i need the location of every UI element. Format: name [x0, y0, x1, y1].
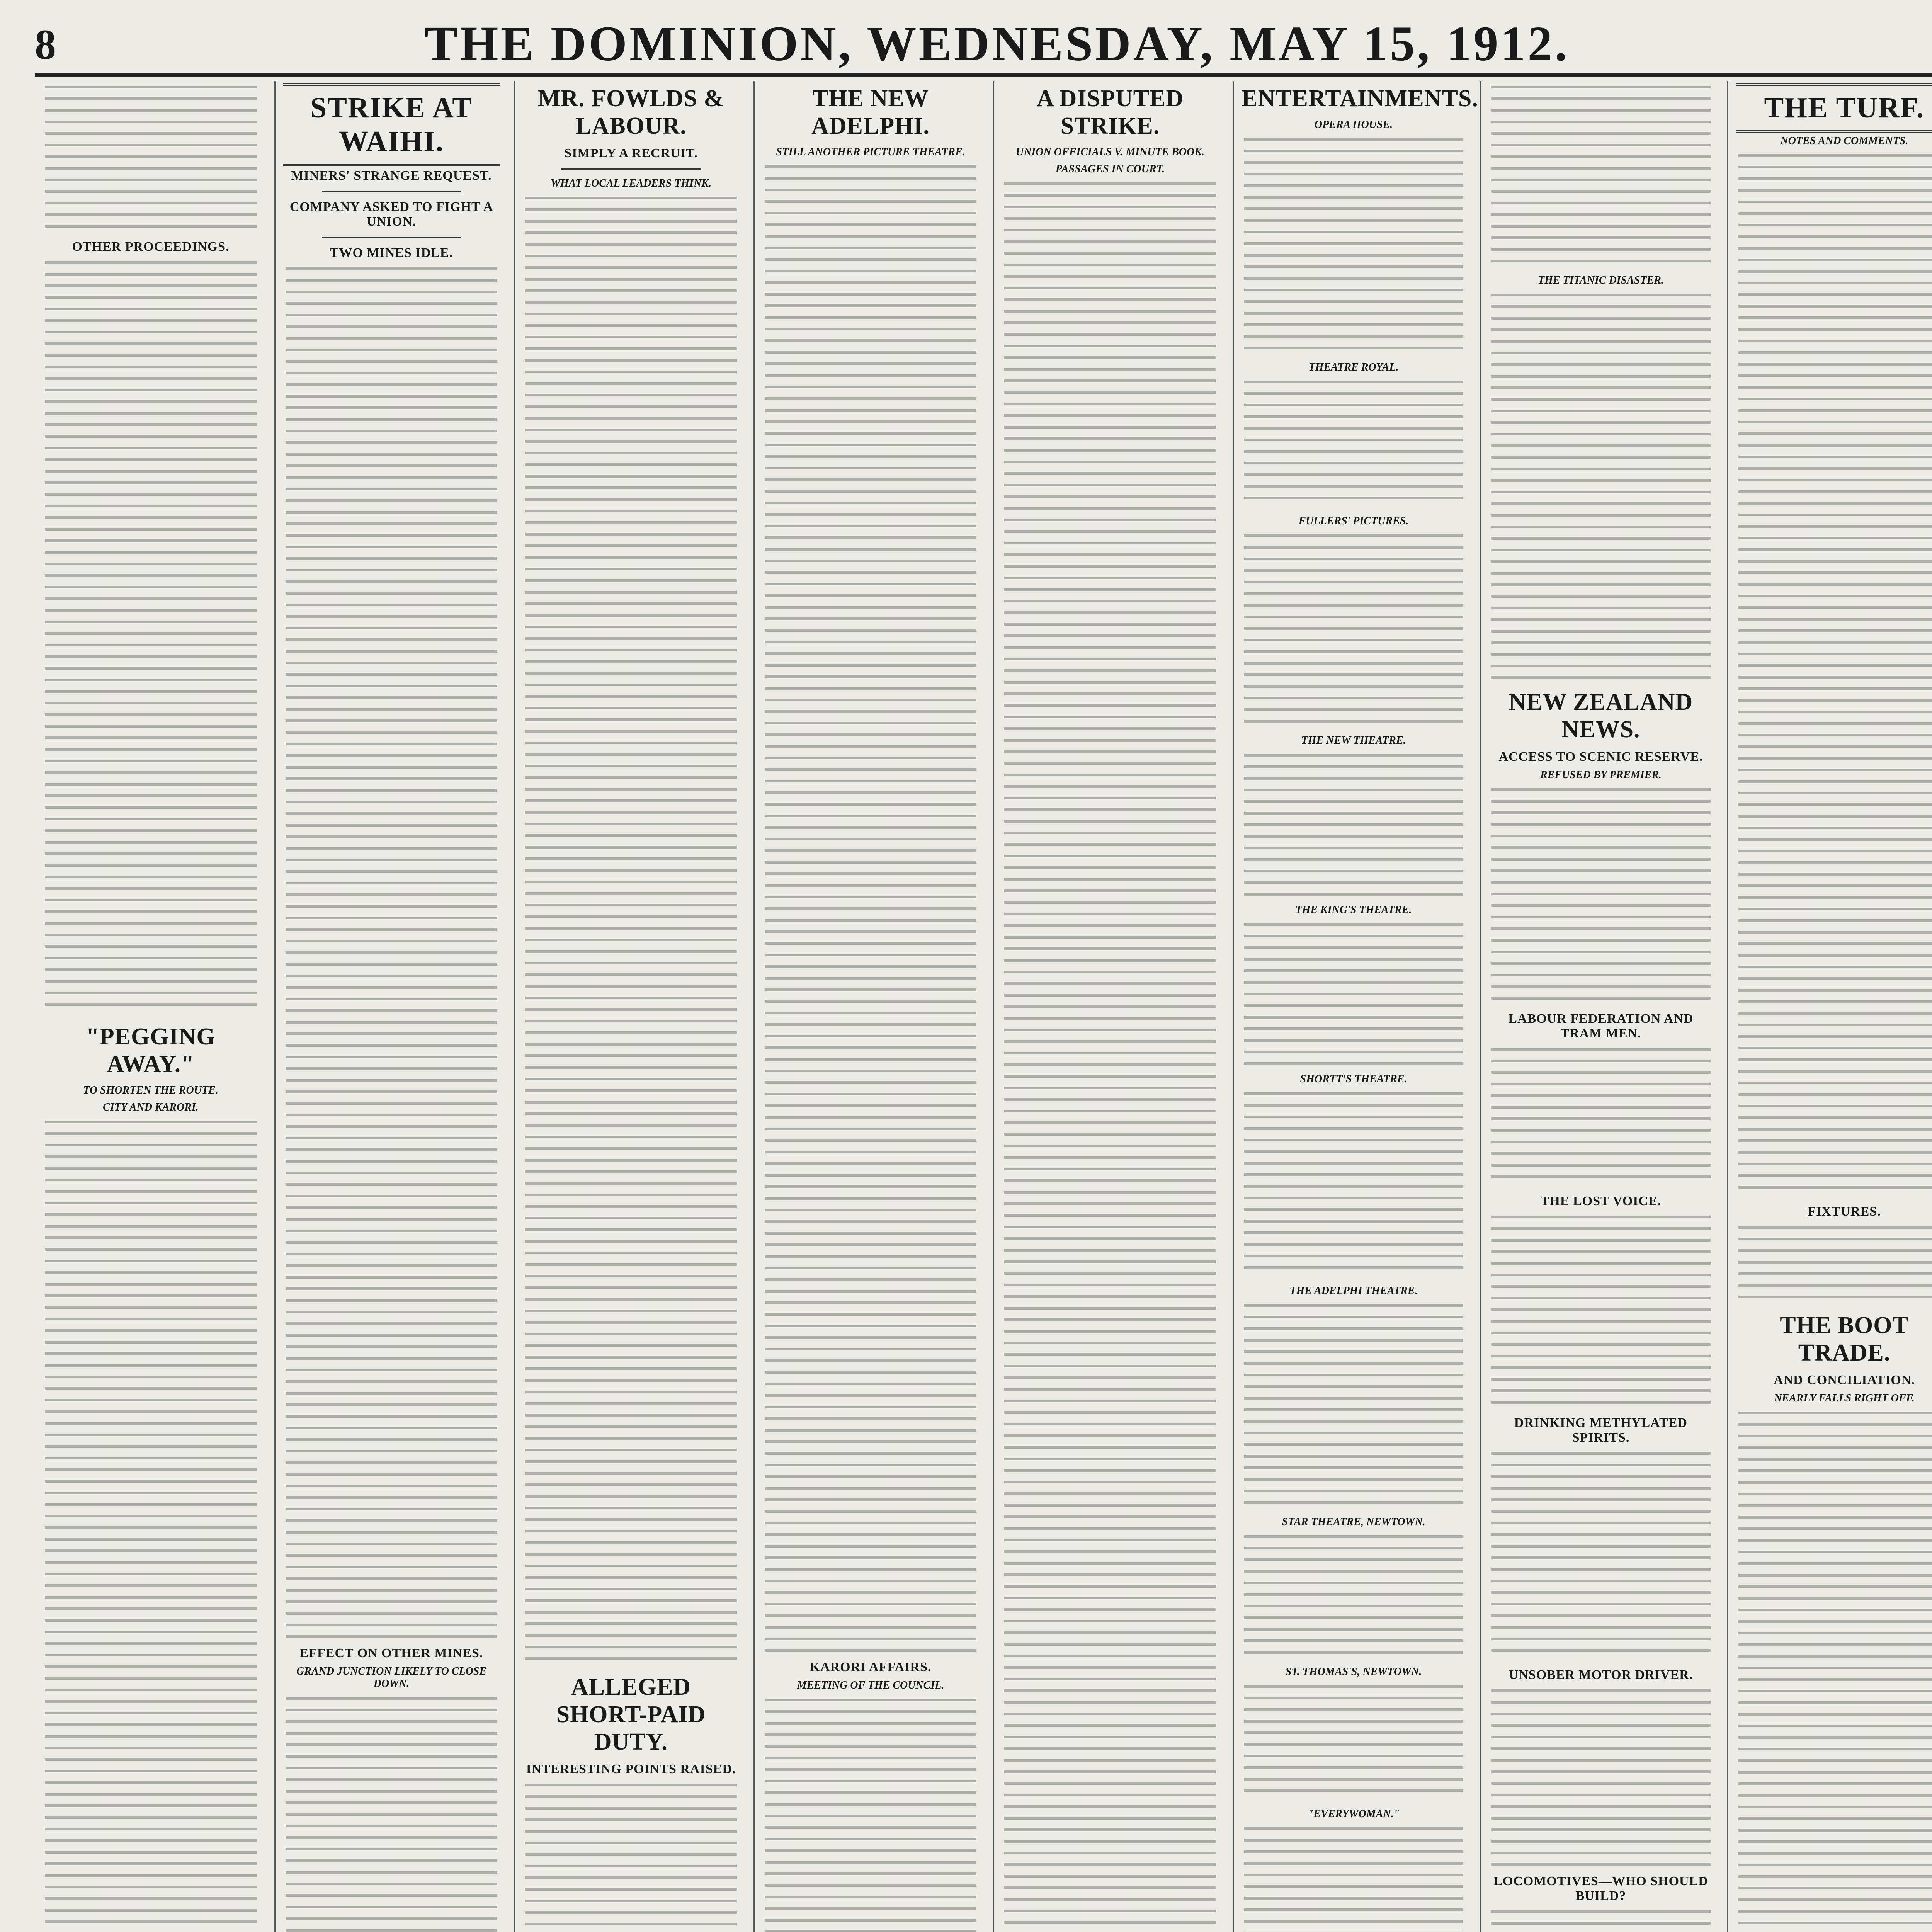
- headline: NEW ZEALAND NEWS.: [1509, 689, 1693, 743]
- article-text: [1244, 1535, 1463, 1659]
- page-body: [35, 81, 1932, 1932]
- headline: MR. FOWLDS & LABOUR.: [537, 85, 724, 139]
- article-text: [1491, 86, 1711, 267]
- article-text: [1244, 1092, 1463, 1278]
- sub-heading: MEETING OF THE COUNCIL.: [797, 1679, 944, 1691]
- section-heading: UNSOBER MOTOR DRIVER.: [1509, 1668, 1693, 1682]
- article-text: [1738, 1412, 1932, 1932]
- section-heading: DRINKING METHYLATED SPIRITS.: [1514, 1416, 1688, 1445]
- article-text: [1244, 534, 1463, 728]
- fixtures-list: [1738, 1226, 1932, 1303]
- section-heading: LABOUR FEDERATION AND TRAM MEN.: [1508, 1012, 1694, 1041]
- article-text: [1244, 1304, 1463, 1509]
- page-number: 8: [35, 21, 56, 68]
- sub-heading: ST. THOMAS'S, NEWTOWN.: [1285, 1666, 1422, 1678]
- sub-heading: CITY AND KARORI.: [103, 1101, 199, 1113]
- sub-heading: THEATRE ROYAL.: [1308, 361, 1399, 373]
- sub-headline: TWO MINES IDLE.: [330, 246, 453, 260]
- sub-headline: UNION OFFICIALS V. MINUTE BOOK.: [1015, 146, 1205, 158]
- section-heading: FIXTURES.: [1808, 1204, 1881, 1219]
- column-2: [274, 81, 507, 1932]
- sub-heading: STAR THEATRE, NEWTOWN.: [1282, 1516, 1425, 1528]
- sub-headline: INTERESTING POINTS RAISED.: [526, 1762, 736, 1776]
- article-text: [1244, 923, 1463, 1066]
- sub-headline: PASSAGES IN COURT.: [1055, 163, 1165, 175]
- article-text: [1244, 138, 1463, 354]
- column-4: [753, 81, 986, 1932]
- newspaper-title: THE DOMINION, WEDNESDAY, MAY 15, 1912.: [424, 16, 1570, 71]
- article-text: [1738, 154, 1932, 1197]
- sub-heading: THE KING'S THEATRE.: [1295, 904, 1412, 916]
- sub-headline: WHAT LOCAL LEADERS THINK.: [551, 177, 711, 189]
- masthead: [35, 15, 1932, 77]
- headline: STRIKE AT WAIHI.: [283, 83, 500, 166]
- sub-heading: SHORTT'S THEATRE.: [1300, 1073, 1407, 1085]
- sub-heading: OPERA HOUSE.: [1314, 119, 1393, 131]
- sub-heading: THE NEW THEATRE.: [1301, 735, 1406, 747]
- section-heading: LOCOMOTIVES—WHO SHOULD BUILD?: [1493, 1874, 1708, 1903]
- sub-headline: MINERS' STRANGE REQUEST.: [291, 168, 492, 183]
- sub-headline: REFUSED BY PREMIER.: [1540, 769, 1662, 781]
- headline: ENTERTAINMENTS.: [1242, 85, 1478, 112]
- sub-heading: THE ADELPHI THEATRE.: [1289, 1285, 1418, 1297]
- article-text: [1244, 381, 1463, 508]
- column-6: [1233, 81, 1478, 1932]
- column-5: [993, 81, 1226, 1932]
- sub-headline: NEARLY FALLS RIGHT OFF.: [1774, 1392, 1915, 1404]
- sub-heading: "EVERYWOMAN.": [1307, 1808, 1400, 1820]
- article-text: [286, 1697, 497, 1932]
- article-text: [1244, 1685, 1463, 1801]
- headline: THE NEW ADELPHI.: [811, 85, 930, 139]
- article-text: [1491, 1910, 1711, 1932]
- column-7: [1480, 81, 1721, 1932]
- article-text: [1244, 1827, 1463, 1932]
- column-1: [35, 81, 267, 1932]
- article-text: [45, 86, 257, 233]
- headline: ALLEGED SHORT-PAID DUTY.: [556, 1674, 706, 1755]
- article-text: [1004, 182, 1216, 1932]
- article-text: [1491, 1048, 1711, 1187]
- sub-headline: AND CONCILIATION.: [1774, 1373, 1915, 1387]
- column-3: [514, 81, 747, 1932]
- article-text: [1491, 1216, 1711, 1409]
- sub-heading: FULLERS' PICTURES.: [1298, 515, 1409, 527]
- sub-headline: STILL ANOTHER PICTURE THEATRE.: [776, 146, 965, 158]
- article-text: [765, 1699, 976, 1932]
- section-heading: "PEGGING AWAY.": [86, 1024, 216, 1077]
- headline: THE TURF.: [1736, 83, 1932, 133]
- article-text: [1491, 1452, 1711, 1661]
- article-text: [1244, 754, 1463, 897]
- article-text: [286, 267, 497, 1639]
- sub-headline: NOTES AND COMMENTS.: [1780, 135, 1908, 147]
- section-heading: EFFECT ON OTHER MINES.: [299, 1646, 483, 1660]
- headline: THE BOOT TRADE.: [1780, 1312, 1909, 1366]
- sub-heading: THE TITANIC DISASTER.: [1538, 274, 1664, 286]
- article-text: [525, 197, 737, 1665]
- section-heading: THE LOST VOICE.: [1540, 1194, 1662, 1208]
- section-heading: KARORI AFFAIRS.: [810, 1660, 932, 1674]
- article-text: [1491, 1689, 1711, 1867]
- sub-headline: SIMPLY A RECRUIT.: [564, 146, 698, 160]
- headline: A DISPUTED STRIKE.: [1036, 85, 1184, 139]
- sub-heading: GRAND JUNCTION LIKELY TO CLOSE DOWN.: [296, 1665, 487, 1690]
- sub-heading: TO SHORTEN THE ROUTE.: [83, 1084, 218, 1096]
- article-text: [765, 165, 976, 1653]
- sub-headline: ACCESS TO SCENIC RESERVE.: [1498, 750, 1703, 764]
- column-8: [1727, 81, 1932, 1932]
- article-text: [1491, 294, 1711, 680]
- section-heading: OTHER PROCEEDINGS.: [72, 240, 230, 254]
- article-text: [525, 1784, 737, 1932]
- sub-headline: COMPANY ASKED TO FIGHT A UNION.: [289, 200, 493, 229]
- article-text: [45, 261, 257, 1015]
- article-text: [45, 1121, 257, 1932]
- article-text: [1491, 788, 1711, 1005]
